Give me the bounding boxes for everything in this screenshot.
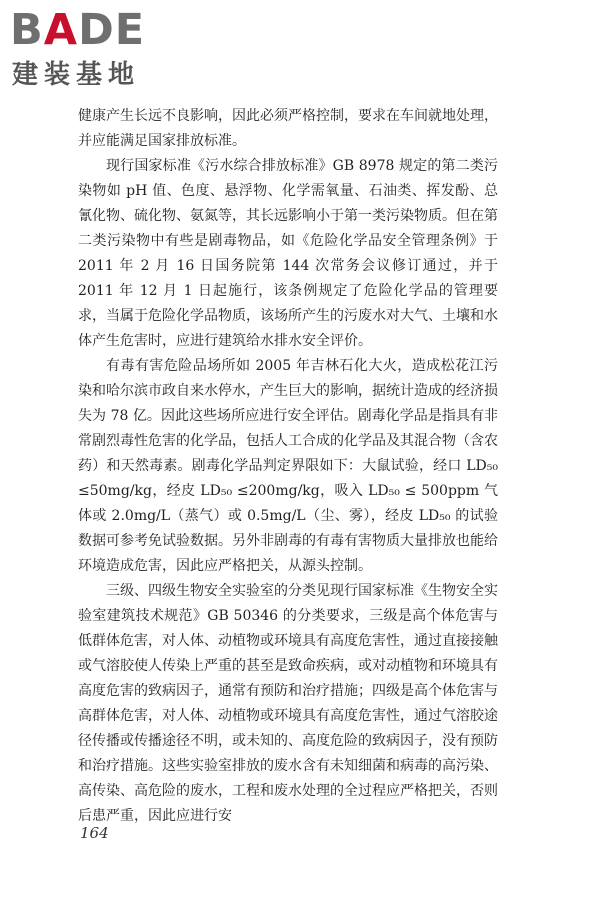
logo-subtitle: 建装基地 xyxy=(12,60,141,90)
paragraph-4: 三级、四级生物安全实验室的分类见现行国家标准《生物安全实验室建筑技术规范》GB 50346 的分类要求，三级是高个体危害与低群体危害，对人体、动植物或环境具有高度危害性，通过直接接触或气溶胶使人传染上严重的甚至是致命疾病，或对动植物和环境具有高度危害的致病因子，通常有预防和治疗措施；四级是高个体危害与高群体危害，对人体、动植物或环境具有高度危害性，通过气溶胶途径传播或传播途径不明，或未知的、高度危险的致病因子，没有预防和治疗措施。这些实验室排放的废水含有未知细菌和病毒的高污染、高传染、高危险的废水，工程和废水处理的全过程应严格把关，否则后患严重，因此应进行安 xyxy=(78,583,498,824)
paragraph-3: 有毒有害危险品场所如 2005 年吉林石化大火，造成松花江污染和哈尔滨市政自来水停水，产生巨大的影响，据统计造成的经济损失为 78 亿。因此这些场所应进行安全评估。剧毒化学品是指具有非常剧烈毒性危害的化学品，包括人工合成的化学品及其混合物（含农药）和天然毒素。剧毒化学品判定界限如下：大鼠试验，经口 LD₅₀ ≤50mg/kg，经皮 LD₅₀ ≤200mg/kg，吸入 LD₅₀ ≤ 500ppm 气体或 2.0mg/L（蒸气）或 0.5mg/L（尘、雾），经皮 LD₅₀ 的试验数据可参考免试验数据。另外非剧毒的有毒有害物质大量排放也能给环境造成危害，因此应严格把关，从源头控制。 xyxy=(78,358,498,574)
page-number: 164 xyxy=(80,824,109,842)
logo-wordmark xyxy=(10,6,145,54)
logo-letters-de: DE xyxy=(78,5,146,55)
paragraph-1: 健康产生长远不良影响，因此必须严格控制，要求在车间就地处理，并应能满足国家排放标准。 xyxy=(78,108,498,149)
body-text xyxy=(78,104,498,829)
paragraph-2: 现行国家标准《污水综合排放标准》GB 8978 规定的第二类污染物如 pH 值、色度、悬浮物、化学需氧量、石油类、挥发酚、总氰化物、硫化物、氨氮等，其长远影响小于第一类污染物质。但在第二类污染物中有些是剧毒物品，如《危险化学品安全管理条例》于 2011 年 2 月 16 日国务院第 144 次常务会议修订通过，并于 2011 年 12 月 1 日起施行，该条例规定了危险化学品的管理要求，当属于危险化学品物质，该场所产生的污废水对大气、土壤和水体产生危害时，应进行建筑给水排水安全评价。 xyxy=(78,158,498,349)
logo-letter-a: A xyxy=(43,5,79,55)
logo-letter-b: B xyxy=(10,5,44,55)
logo xyxy=(10,6,180,96)
